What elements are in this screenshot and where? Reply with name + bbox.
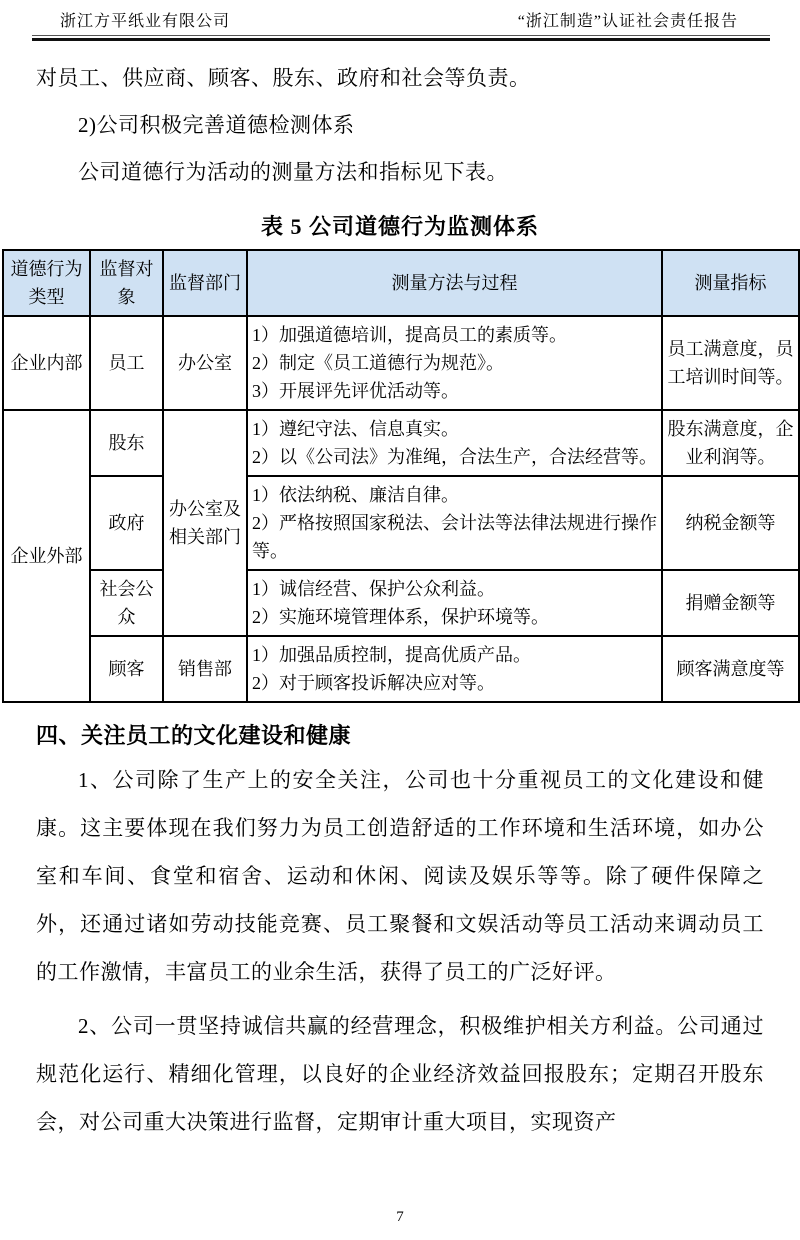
header-report-title: “浙江制造”认证社会责任报告	[517, 13, 738, 30]
cell-dept-sales: 销售部	[163, 636, 247, 702]
table-header-row	[3, 250, 799, 316]
table-row	[3, 636, 799, 702]
cell-methods	[247, 316, 662, 410]
table-title: 表 5 公司道德行为监测体系	[260, 214, 539, 239]
cell-indicator: 顾客满意度等	[662, 636, 799, 702]
method-line: 3）开展评先评优活动等。	[252, 381, 459, 401]
section-heading: 四、关注员工的文化建设和健康	[36, 723, 352, 748]
method-line: 2）以《公司法》为准绳，合法生产，合法经营等。	[252, 447, 657, 467]
table-row	[3, 410, 799, 476]
cell-target-shareholder: 股东	[90, 410, 163, 476]
cell-target-public: 社会公众	[90, 570, 163, 636]
cell-indicator: 纳税金额等	[662, 476, 799, 570]
cell-indicator: 员工满意度，员工培训时间等。	[662, 316, 799, 410]
table-row	[3, 476, 799, 570]
cell-methods	[247, 570, 662, 636]
method-line: 1）加强道德培训，提高员工的素质等。	[252, 325, 567, 345]
method-line: 1）诚信经营、保护公众利益。	[252, 579, 495, 599]
col-header-supervised-object: 监督对象	[90, 250, 163, 316]
table-row	[3, 570, 799, 636]
running-header	[0, 0, 800, 35]
cell-dept-office: 办公室	[163, 316, 247, 410]
page-number: 7	[396, 1209, 404, 1225]
col-header-measure-method: 测量方法与过程	[247, 250, 662, 316]
cell-type-internal: 企业内部	[3, 316, 90, 410]
section-paragraph-1: 1、公司除了生产上的安全关注，公司也十分重视员工的文化建设和健康。这主要体现在我们努力为员工创造舒适的工作环境和生活环境，如办公室和车间、食堂和宿舍、运动和休闲、阅读及娱乐等等。除了硬件保障之外，还通过诸如劳动技能竞赛、员工聚餐和文娱活动等员工活动来调动员工的工作激情，丰富员工的业余生活，获得了员工的广泛好评。	[36, 768, 764, 984]
method-line: 2）实施环境管理体系，保护环境等。	[252, 607, 549, 627]
method-line: 1）加强品质控制，提高优质产品。	[252, 645, 531, 665]
cell-methods	[247, 410, 662, 476]
header-divider	[32, 35, 770, 41]
section-paragraph-2: 2、公司一贯坚持诚信共赢的经营理念，积极维护相关方利益。公司通过规范化运行、精细化管理，以良好的企业经济效益回报股东；定期召开股东会，对公司重大决策进行监督，定期审计重大项目，实现资产	[36, 1014, 764, 1134]
ethics-monitoring-table	[2, 249, 800, 703]
cell-type-external: 企业外部	[3, 410, 90, 702]
intro-line-1: 对员工、供应商、顾客、股东、政府和社会等负责。	[36, 66, 531, 90]
intro-line-2: 2)公司积极完善道德检测体系	[78, 113, 355, 137]
cell-dept-office-related: 办公室及相关部门	[163, 410, 247, 636]
method-line: 2）制定《员工道德行为规范》。	[252, 353, 504, 373]
method-line: 1）遵纪守法、信息真实。	[252, 419, 459, 439]
col-header-measure-indicator: 测量指标	[662, 250, 799, 316]
header-company-name: 浙江方平纸业有限公司	[60, 13, 231, 30]
cell-methods	[247, 476, 662, 570]
method-line: 1）依法纳税、廉洁自律。	[252, 485, 459, 505]
method-line: 2）对于顾客投诉解决应对等。	[252, 673, 495, 693]
cell-target-government: 政府	[90, 476, 163, 570]
cell-target-employee: 员工	[90, 316, 163, 410]
cell-indicator: 股东满意度，企业利润等。	[662, 410, 799, 476]
cell-methods	[247, 636, 662, 702]
method-line: 2）严格按照国家税法、会计法等法律法规进行操作等。	[252, 513, 657, 561]
cell-target-customer: 顾客	[90, 636, 163, 702]
col-header-behavior-type: 道德行为类型	[3, 250, 90, 316]
cell-indicator: 捐赠金额等	[662, 570, 799, 636]
table-row	[3, 316, 799, 410]
col-header-supervising-dept: 监督部门	[163, 250, 247, 316]
intro-line-3: 公司道德行为活动的测量方法和指标见下表。	[78, 160, 508, 184]
